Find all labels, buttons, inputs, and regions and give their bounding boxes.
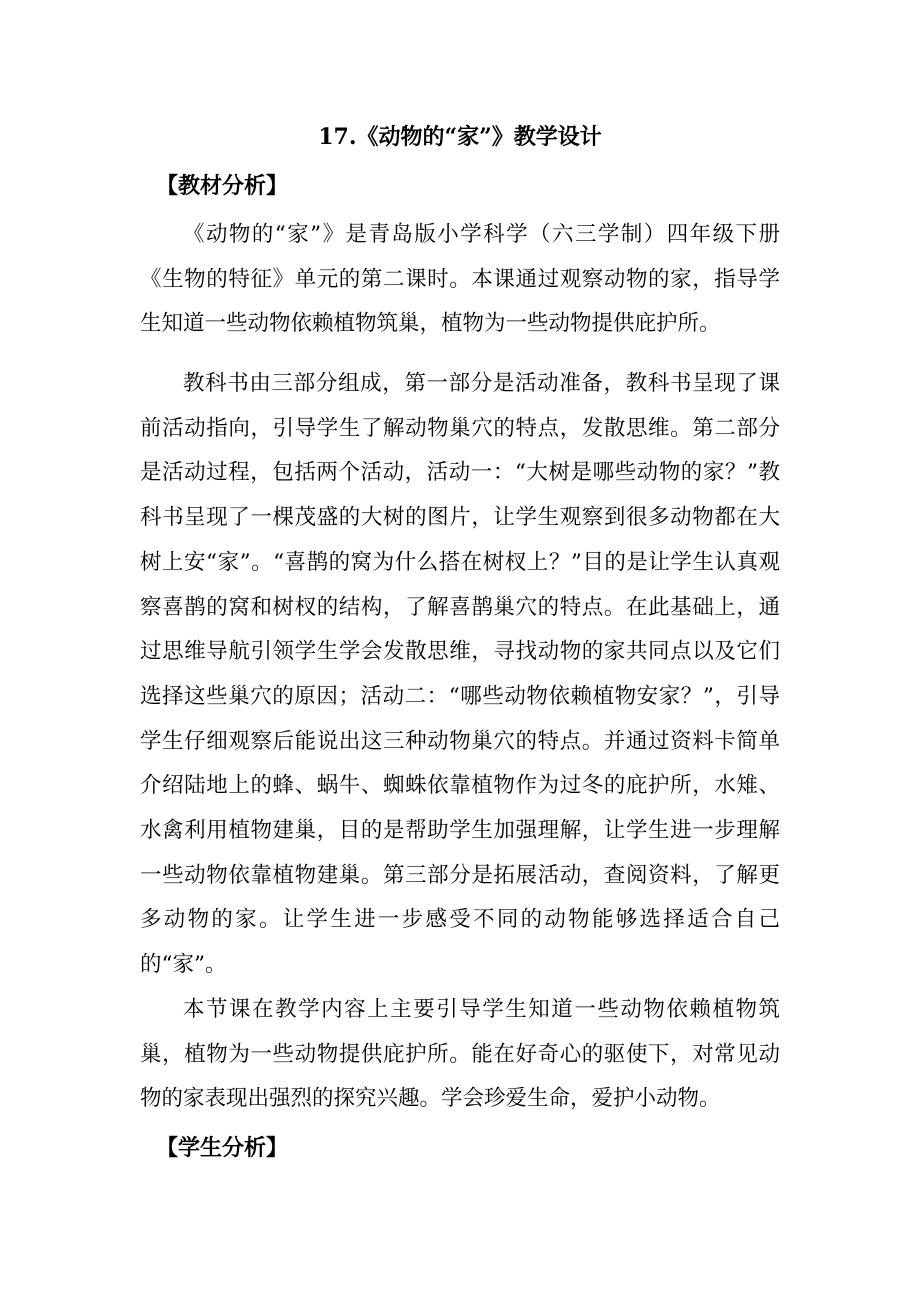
- paragraph-teaching-content: 本节课在教学内容上主要引导学生知道一些动物依赖植物筑巢，植物为一些动物提供庇护所。能在好奇心的驱使下，对常见动物的家表现出强烈的探究兴趣。学会珍爱生命，爱护小动物。: [140, 997, 780, 1112]
- document-title: 17.《动物的“家”》教学设计: [318, 124, 602, 150]
- paragraph-textbook-structure: 教科书由三部分组成，第一部分是活动准备，教科书呈现了课前活动指向，引导学生了解动物巢穴的特点，发散思维。第二部分是活动过程，包括两个活动，活动一：“大树是哪些动物的家？”教科书呈现了一棵茂盛的大树的图片，让学生观察到很多动物都在大树上安“家”。“喜鹊的窝为什么搭在树杈上？”目的是让学生认真观察喜鹊的窝和树杈的结构，了解喜鹊巢穴的特点。在此基础上，通过思维导航引领学生学会发散思维，寻找动物的家共同点以及它们选择这些巢穴的原因；活动二：“哪些动物依赖植物安家？”，引导学生仔细观察后能说出这三种动物巢穴的特点。并通过资料卡简单介绍陆地上的蜂、蜗牛、蜘蛛依靠植物作为过冬的庇护所，水雉、水禽利用植物建巢，目的是帮助学生加强理解，让学生进一步理解一些动物依靠植物建巢。第三部分是拓展活动，查阅资料，了解更多动物的家。让学生进一步感受不同的动物能够选择适合自己的“家”。: [140, 371, 780, 978]
- paragraph-textbook-overview: 《动物的“家”》是青岛版小学科学（六三学制）四年级下册《生物的特征》单元的第二课时。本课通过观察动物的家，指导学生知道一些动物依赖植物筑巢，植物为一些动物提供庇护所。: [140, 222, 780, 337]
- section-heading-textbook-analysis: 【教材分析】: [156, 173, 289, 199]
- section-heading-student-analysis: 【学生分析】: [156, 1135, 289, 1161]
